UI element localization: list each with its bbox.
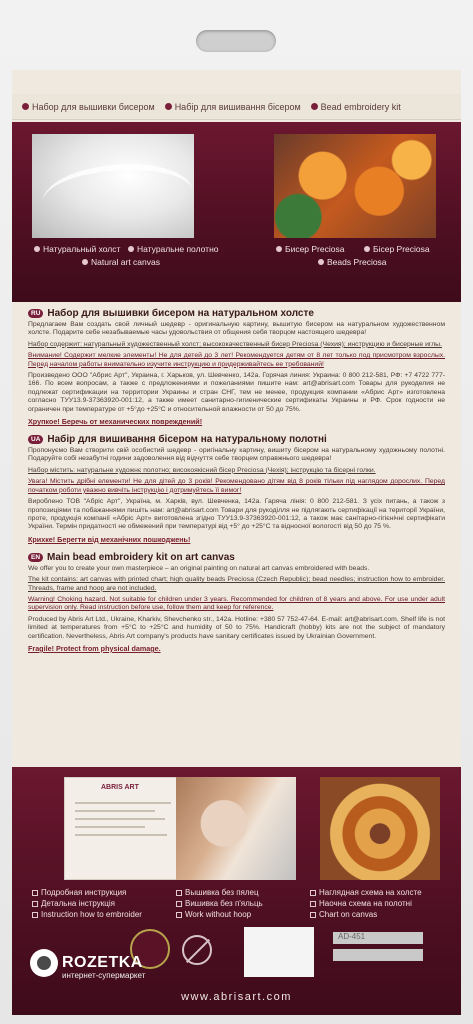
bullet-icon — [364, 246, 370, 252]
caption-left-3: Natural art canvas — [82, 257, 160, 267]
caption-right-1: Бисер Preciosa — [276, 244, 344, 254]
caption-right-3: Beads Preciosa — [318, 257, 387, 267]
text-line — [75, 818, 165, 820]
top-photo-band — [12, 122, 461, 302]
text-line — [75, 810, 155, 812]
text-line — [75, 826, 145, 828]
bullet-icon — [82, 259, 88, 265]
list-hoop: Вышивка без пялец Вишивка без п'яльць Work without hoop — [176, 887, 263, 920]
text-line — [75, 834, 167, 836]
chart-canvas-photo — [320, 777, 440, 880]
lang-item-ru: Набор для вышивки бисером — [22, 102, 155, 112]
language-strip — [12, 94, 461, 120]
en-fragile: Fragile! Protect from physical damage. — [28, 643, 161, 653]
checkbox-icon — [32, 901, 38, 907]
checkbox-icon — [32, 912, 38, 918]
en-contents: The kit contains: art canvas with printed chart; high quality beads Preciosa (Czech Republic); bead needles; instruction how to embroider. Threads, frame and hoop are not included. — [28, 576, 445, 592]
checkbox-icon — [176, 912, 182, 918]
en-intro: We offer you to create your own masterpiece – an original painting on natural art canvas embroidered with beads. — [28, 564, 370, 572]
section-title-ru: RU Набор для вышивки бисером на натуральном холсте — [28, 308, 445, 319]
description-texts — [12, 302, 461, 767]
en-warning: Warning! Choking hazard. Not suitable for children under 3 years. Recommended for children of 8 years and above. For use under adult supervision only. Read instruction before use, follow them and keep for reference. — [28, 595, 445, 612]
lang-item-en: Bead embroidery kit — [311, 102, 401, 112]
ru-warning: Внимание! Содержит мелкие элементы! Не для детей до 3 лет! Рекомендуется детям от 8 лет только под присмотром взрослых. Перед началом работы внимательно изучите инструкцию и придерживайтесь ее требований! — [28, 352, 445, 368]
ru-contents: Набор содержит: натуральный художественный холст; высококачественный бисер Preciosa (Чехия); инструкцию и бисерные иглы. — [28, 340, 442, 348]
ru-intro: Предлагаем Вам создать свой личный шедевр - оригинальную картину, вышитую бисером на натуральном художественном холсте. Подарите себе незабываемые часы удовольствия от общения себя творцом настоящего шедевра! — [28, 321, 445, 337]
checkbox-icon — [176, 901, 182, 907]
instruction-photo — [64, 777, 184, 880]
hands-embroidery-photo — [176, 777, 296, 880]
bullet-icon — [318, 259, 324, 265]
product-card — [12, 70, 461, 1015]
ua-fragile: Крихке! Берегти від механічних пошкоджень! — [28, 534, 191, 544]
bullet-icon — [128, 246, 134, 252]
en-producer: Produced by Abris Art Ltd., Ukraine, Kharkiv, Shevchenko str., 142a. Hotline: +380 57 752-47-64. E-mail: art@abrisart.com. Shelf life is not limited at temperatures from +5°C to +25°C and humidity of 50 to 75%. Handicraft (hobby) kits are not the subject of mandatory certification. Nevertheless, Abris Art company's products have sanitary certificates issued by Ukrainian Government. — [28, 615, 445, 640]
ua-contents: Набор містить: натуральне художнє полотно; високоякісний бісер Preciosa (Чехія); інструкцію та бісерні голки. — [28, 466, 376, 474]
lang-item-ua: Набір для вишивання бісером — [165, 102, 301, 112]
section-ru — [28, 308, 445, 426]
caption-left-2: Натуральне полотно — [128, 244, 219, 254]
bullet-icon — [34, 246, 40, 252]
caption-right-2: Бісер Preciosa — [364, 244, 430, 254]
list-instructions: Подробная инструкция Детальна інструкція Instruction how to embroider — [32, 887, 142, 920]
barcode-area — [333, 949, 423, 961]
list-chart: Наглядная схема на холсте Наочна схема на полотні Chart on canvas — [310, 887, 422, 920]
section-title-ua: UA Набір для вишивання бісером на натуральному полотні — [28, 434, 445, 445]
section-ua — [28, 434, 445, 544]
website-url: www.abrisart.com — [181, 991, 292, 1003]
abris-art-logo: ABRIS ART — [101, 784, 139, 791]
bullet-icon — [311, 103, 318, 110]
bottom-band — [12, 767, 461, 1015]
bullet-icon — [22, 103, 29, 110]
caption-left-1: Натуральный холст — [34, 244, 120, 254]
beads-photo — [274, 134, 436, 238]
text-line — [75, 802, 171, 804]
checkbox-icon — [310, 901, 316, 907]
certificates-image — [244, 927, 314, 977]
ru-fragile: Хрупкое! Беречь от механических повреждений! — [28, 417, 203, 427]
ua-producer: Вироблено ТОВ "Абріс Арт", Україна, м. Харків, вул. Шевченка, 142а. Гаряча лінія: 0 800 212-581. З усіх питань, а також з пропозиціями та побажаннями пишіть нам: art@abrisart.com Товари для рукоділля не підлягають сертифікації на території України, проте, продукція компанії «Абріс Арт» виготовлена згідно ТУУ13.9-37363920-001:12, а також має санітарно-гігієнічні сертифікати України. Термін придатності не обмежений при температурі від +5° до +25°С та відносної вологості від 50 до 75 %. — [28, 498, 445, 531]
ru-producer: Произведено ООО "Абрис Арт", Украина, г. Харьков, ул. Шевченко, 142а. Горячая линия: Украина: 0 800 212-581, РФ: +7 4722 777-166. По всем вопросам, а также с предложениями и пожеланиями пишите нам: art@abrisart.com Товары для рукоделия не подлежат сертификации на территории Украины и стран СНГ, тем не менее, продукция компании «Абрис Арт» изготовлена согласно ТУУ13.9-37363920-001:12, а также имеет санитарно-гигиенические сертификаты Украины и РФ. Срок годности не ограничен при температуре от +5°до +25°С и относительной влажности от 50 до 75%. — [28, 372, 445, 413]
ua-intro: Пропонуємо Вам створити свій особистий шедевр - оригінальну картину, вишиту бісером на натуральному художньому полотні. Подаруйте собі незабутні години задоволення від відчуття себе творцем справжнього шедевра! — [28, 447, 445, 463]
hang-hole — [196, 30, 276, 52]
checkbox-icon — [176, 890, 182, 896]
rozetka-logo-icon — [30, 949, 58, 977]
checkbox-icon — [32, 890, 38, 896]
no-hoop-icon — [182, 935, 212, 965]
article-code: AD-451 — [338, 932, 366, 941]
rozetka-watermark: ROZETKA — [30, 949, 143, 977]
bullet-icon — [276, 246, 282, 252]
section-title-en: EN Main bead embroidery kit on art canvas — [28, 552, 445, 563]
ua-warning: Увага! Містить дрібні елементи! Не для дітей до 3 років! Рекомендовано дітям від 8 років тільки під наглядом дорослих. Перед початком роботи уважно вивчіть інструкцію і дотримуйтесь її вимог! — [28, 478, 445, 494]
canvas-photo — [32, 134, 194, 238]
section-en — [28, 552, 445, 653]
bullet-icon — [165, 103, 172, 110]
rozetka-subtitle: интернет-супермаркет — [62, 971, 146, 980]
checkbox-icon — [310, 912, 316, 918]
checkbox-icon — [310, 890, 316, 896]
